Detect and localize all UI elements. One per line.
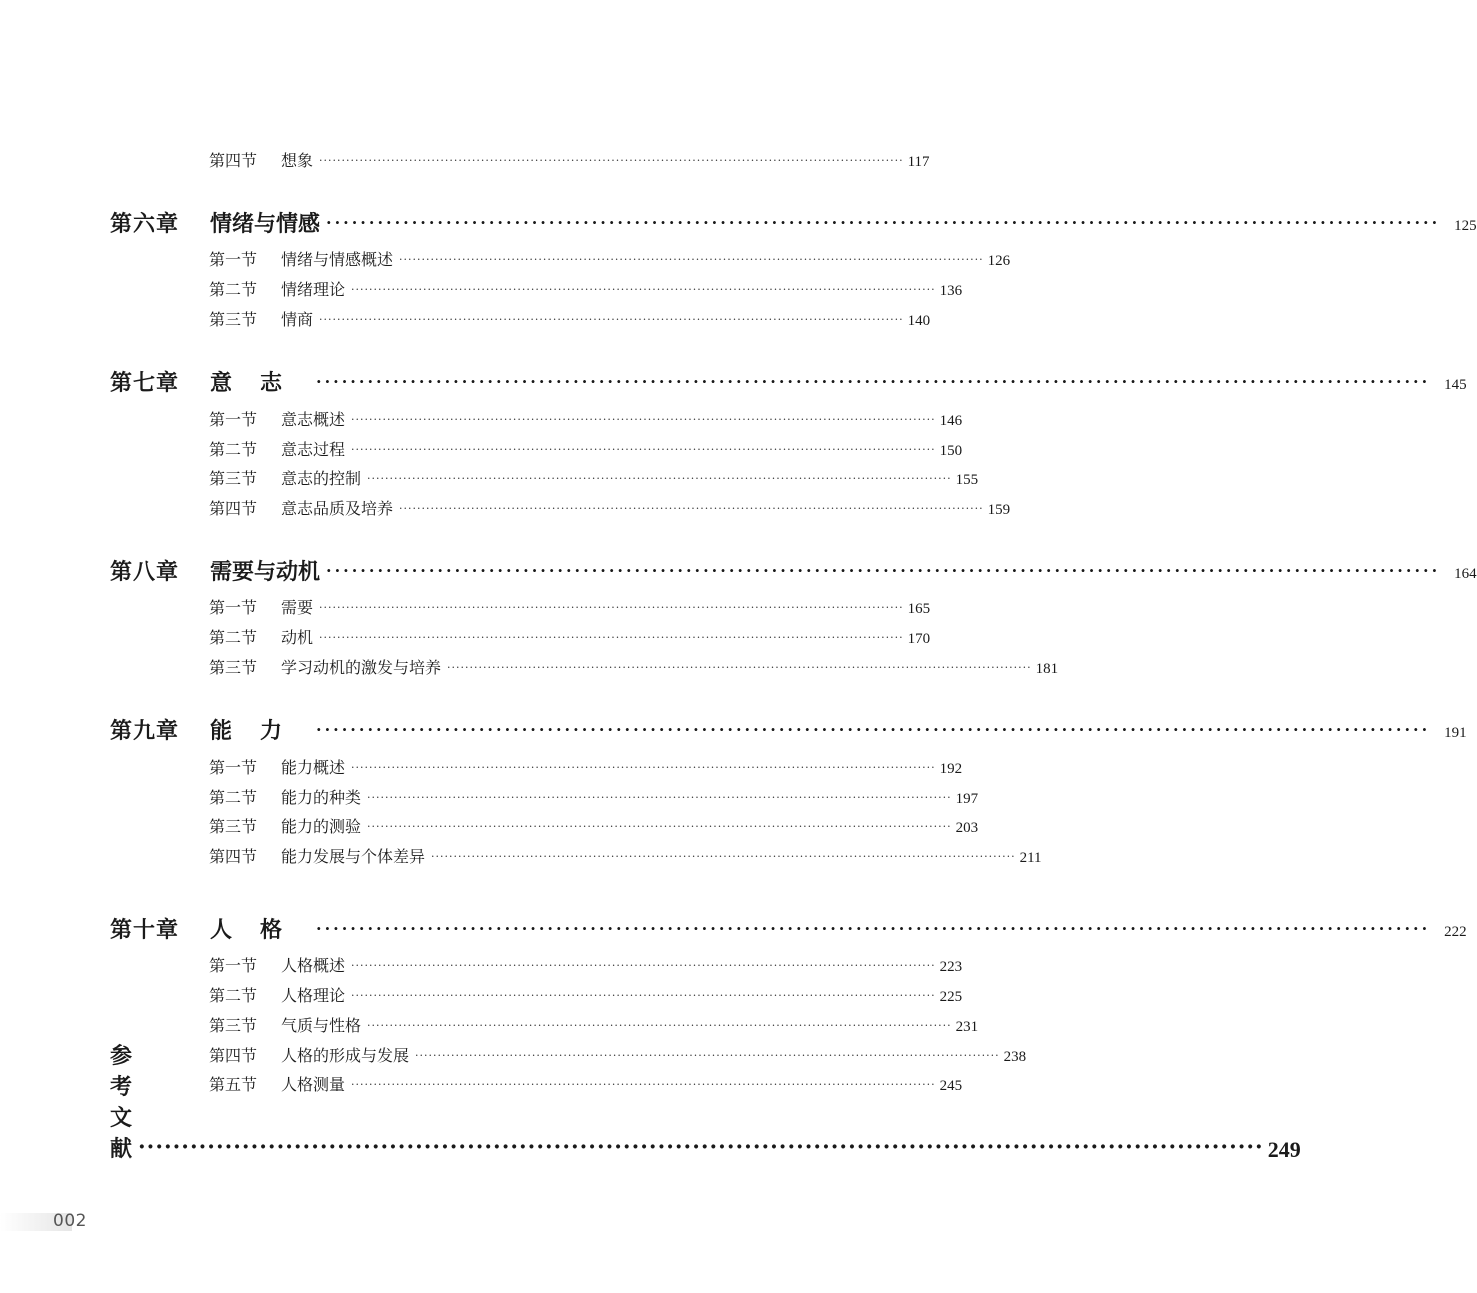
dot-leader: ·································································································································· <box>316 720 1431 739</box>
dot-leader: ·································································································································· <box>319 154 904 167</box>
section-title: 能力的种类 <box>281 788 362 807</box>
section-title: 意志过程 <box>281 440 346 459</box>
chapter-number: 第八章 <box>110 559 180 585</box>
page-number: 145 <box>1444 377 1467 393</box>
references-title: 参考文献 <box>110 1043 133 1162</box>
dot-leader: ·································································································································· <box>399 253 984 266</box>
dot-leader: ·································································································································· <box>415 1049 1000 1062</box>
section-number: 第二节 <box>209 986 258 1005</box>
dot-leader: ·································································································································· <box>351 283 936 296</box>
toc-section-entry[interactable] <box>209 980 963 1006</box>
section-title: 情绪理论 <box>281 280 346 299</box>
dot-leader: ·································································································································· <box>326 561 1441 580</box>
page-number: 197 <box>955 791 979 807</box>
toc-chapter-entry[interactable] <box>110 711 1467 745</box>
toc-chapter-entry[interactable] <box>110 363 1467 397</box>
toc-section-entry[interactable] <box>209 652 1059 678</box>
chapter-number: 第六章 <box>110 211 180 237</box>
dot-leader: ·································································································································· <box>367 1019 952 1032</box>
section-title: 人格测量 <box>281 1075 346 1094</box>
toc-section-entry[interactable] <box>209 274 963 300</box>
section-title: 气质与性格 <box>281 1016 362 1035</box>
section-title: 能力发展与个体差异 <box>281 847 426 866</box>
toc-section-entry[interactable] <box>209 1069 963 1095</box>
dot-leader: ·································································································································· <box>351 989 936 1002</box>
dot-leader: ·································································································································· <box>447 661 1032 674</box>
dot-leader: ·································································································································· <box>367 791 952 804</box>
section-number: 第一节 <box>209 410 258 429</box>
section-title: 人格理论 <box>281 986 346 1005</box>
page-number: 159 <box>987 502 1011 518</box>
page-number: 245 <box>939 1078 963 1094</box>
page-number: 192 <box>939 761 963 777</box>
page-number: 117 <box>907 154 930 170</box>
section-title: 想象 <box>281 151 314 170</box>
page-number: 155 <box>955 472 979 488</box>
chapter-title: 需要与动机 <box>210 559 321 585</box>
section-number: 第三节 <box>209 469 258 488</box>
section-title: 学习动机的激发与培养 <box>281 658 442 677</box>
chapter-number: 第九章 <box>110 718 180 744</box>
section-title: 需要 <box>281 598 314 617</box>
toc-section-entry[interactable] <box>209 463 979 489</box>
toc-chapter-entry[interactable] <box>110 910 1467 944</box>
chapter-title: 人格 <box>210 917 311 943</box>
section-number: 第四节 <box>209 151 258 170</box>
section-title: 动机 <box>281 628 314 647</box>
toc-section-entry[interactable] <box>209 592 931 618</box>
chapter-number: 第七章 <box>110 370 180 396</box>
toc-section-entry[interactable] <box>209 752 963 778</box>
toc-section-entry[interactable] <box>209 950 963 976</box>
section-title: 意志概述 <box>281 410 346 429</box>
section-title: 情商 <box>281 310 314 329</box>
toc-section-entry[interactable] <box>209 1010 979 1036</box>
toc-section-entry[interactable] <box>209 244 1011 270</box>
page-number: 222 <box>1444 924 1467 940</box>
section-title: 能力概述 <box>281 758 346 777</box>
section-number: 第一节 <box>209 758 258 777</box>
dot-leader: ·································································································································· <box>399 502 984 515</box>
page-number: 125 <box>1454 218 1477 234</box>
page-number: 225 <box>939 989 963 1005</box>
section-number: 第一节 <box>209 598 258 617</box>
toc-chapter-entry[interactable] <box>110 204 1477 238</box>
page-number: 223 <box>939 959 963 975</box>
section-title: 能力的测验 <box>281 817 362 836</box>
section-title: 意志品质及培养 <box>281 499 394 518</box>
toc-chapter-entry[interactable] <box>110 552 1477 586</box>
section-number: 第一节 <box>209 956 258 975</box>
dot-leader: ·································································································································· <box>351 413 936 426</box>
dot-leader: ·································································································································· <box>351 443 936 456</box>
dot-leader: ·································································································································· <box>316 919 1431 938</box>
section-number: 第一节 <box>209 250 258 269</box>
section-number: 第二节 <box>209 788 258 807</box>
section-number: 第四节 <box>209 499 258 518</box>
page-number: 238 <box>1003 1049 1027 1065</box>
footer-page-number: 002 <box>53 1211 87 1231</box>
dot-leader: ·································································································································· <box>138 1134 1264 1160</box>
section-number: 第三节 <box>209 817 258 836</box>
dot-leader: ·································································································································· <box>431 850 1016 863</box>
dot-leader: ·································································································································· <box>367 472 952 485</box>
section-number: 第三节 <box>209 1016 258 1035</box>
toc-section-entry[interactable] <box>209 811 979 837</box>
section-number: 第五节 <box>209 1075 258 1094</box>
dot-leader: ·································································································································· <box>326 213 1441 232</box>
section-title: 人格的形成与发展 <box>281 1046 410 1065</box>
section-number: 第二节 <box>209 628 258 647</box>
dot-leader: ·································································································································· <box>316 372 1431 391</box>
page-number: 140 <box>907 313 931 329</box>
page-number: 165 <box>907 601 931 617</box>
toc-section-entry[interactable] <box>209 304 931 330</box>
section-number: 第四节 <box>209 847 258 866</box>
page-number: 203 <box>955 820 979 836</box>
section-number: 第二节 <box>209 280 258 299</box>
page-number: 181 <box>1035 661 1059 677</box>
dot-leader: ·································································································································· <box>367 820 952 833</box>
toc-section-entry[interactable] <box>209 404 963 430</box>
section-title: 情绪与情感概述 <box>281 250 394 269</box>
page-number: 146 <box>939 413 963 429</box>
page-number: 170 <box>907 631 931 647</box>
section-number: 第三节 <box>209 310 258 329</box>
toc-section-entry[interactable] <box>209 782 979 808</box>
chapter-number: 第十章 <box>110 917 180 943</box>
dot-leader: ·································································································································· <box>351 1078 936 1091</box>
toc-section-entry[interactable] <box>209 622 931 648</box>
section-number: 第四节 <box>209 1046 258 1065</box>
chapter-title: 情绪与情感 <box>210 211 321 237</box>
page-number: 126 <box>987 253 1011 269</box>
dot-leader: ·································································································································· <box>319 313 904 326</box>
page-number: 249 <box>1267 1137 1301 1162</box>
toc-section-entry[interactable] <box>209 145 930 171</box>
page-number: 231 <box>955 1019 979 1035</box>
section-number: 第三节 <box>209 658 258 677</box>
page-number: 211 <box>1019 850 1042 866</box>
dot-leader: ·································································································································· <box>319 631 904 644</box>
toc-section-entry[interactable] <box>209 434 963 460</box>
dot-leader: ·································································································································· <box>351 761 936 774</box>
page-number: 150 <box>939 443 963 459</box>
page-number: 136 <box>939 283 963 299</box>
chapter-title: 意志 <box>210 370 311 396</box>
section-number: 第二节 <box>209 440 258 459</box>
section-title: 意志的控制 <box>281 469 362 488</box>
chapter-title: 能力 <box>210 718 311 744</box>
page-number: 191 <box>1444 725 1467 741</box>
dot-leader: ·································································································································· <box>319 601 904 614</box>
toc-section-entry[interactable] <box>209 841 1042 867</box>
toc-section-entry[interactable] <box>209 1040 1027 1066</box>
dot-leader: ·································································································································· <box>351 959 936 972</box>
page-number: 164 <box>1454 566 1477 582</box>
toc-section-entry[interactable] <box>209 493 1011 519</box>
section-title: 人格概述 <box>281 956 346 975</box>
